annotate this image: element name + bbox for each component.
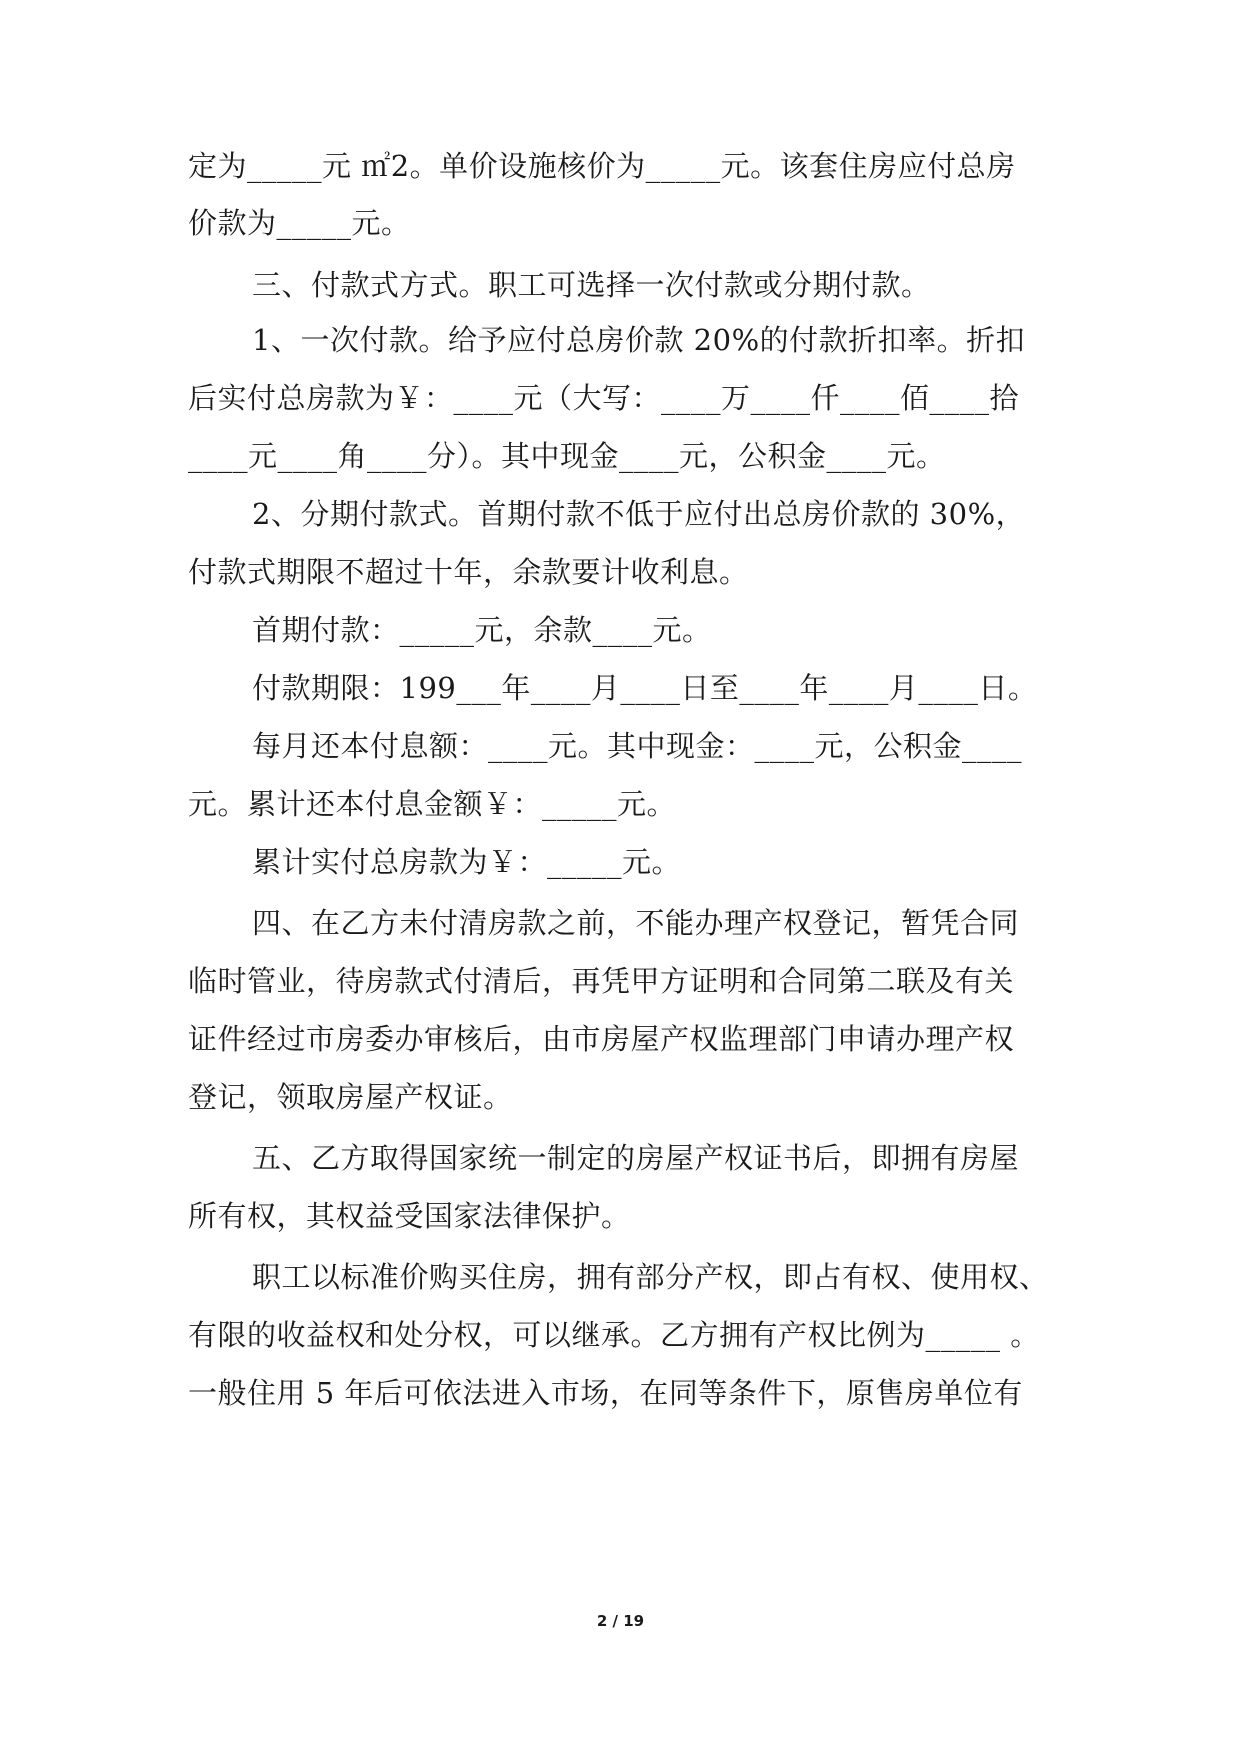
text-line: 职工以标准价购买住房，拥有部分产权，即占有权、使用权、 — [252, 1260, 1049, 1294]
text-line: 临时管业，待房款式付清后，再凭甲方证明和合同第二联及有关 — [188, 964, 1015, 998]
text-line: 1、一次付款。给予应付总房价款 20%的付款折扣率。折扣 — [252, 323, 1026, 357]
text-line: 一般住用 5 年后可依法进入市场，在同等条件下，原售房单位有 — [188, 1376, 1023, 1410]
text-line: 定为_____元 ㎡2。单价设施核价为_____元。该套住房应付总房 — [188, 149, 1016, 183]
page-number: 2 / 19 — [596, 1612, 645, 1630]
text-line: ____元____角____分）。其中现金____元，公积金____元。 — [188, 439, 946, 473]
text-line: 证件经过市房委办审核后，由市房屋产权监理部门申请办理产权 — [188, 1022, 1015, 1056]
text-line: 累计实付总房款为￥：_____元。 — [252, 845, 682, 879]
text-line: 每月还本付息额：____元。其中现金：____元，公积金____ — [252, 729, 1023, 763]
text-line: 首期付款：_____元，余款____元。 — [252, 613, 712, 647]
text-line: 登记，领取房屋产权证。 — [188, 1080, 513, 1114]
text-line: 付款期限：199___年____月____日至____年____月____日。 — [252, 671, 1038, 705]
text-line: 后实付总房款为￥：____元（大写：____万____仟____佰____拾 — [188, 381, 1020, 415]
text-line: 元。累计还本付息金额￥：_____元。 — [188, 787, 677, 821]
text-line: 价款为_____元。 — [188, 206, 411, 240]
text-line: 三、付款式方式。职工可选择一次付款或分期付款。 — [252, 268, 931, 302]
text-line: 四、在乙方未付清房款之前，不能办理产权登记，暂凭合同 — [252, 906, 1020, 940]
text-line: 所有权，其权益受国家法律保护。 — [188, 1199, 631, 1233]
text-line: 有限的收益权和处分权，可以继承。乙方拥有产权比例为_____ 。 — [188, 1318, 1040, 1352]
text-line: 五、乙方取得国家统一制定的房屋产权证书后，即拥有房屋 — [252, 1141, 1020, 1175]
text-line: 付款式期限不超过十年，余款要计收利息。 — [188, 555, 749, 589]
text-line: 2、分期付款式。首期付款不低于应付出总房价款的 30%， — [252, 497, 1026, 531]
